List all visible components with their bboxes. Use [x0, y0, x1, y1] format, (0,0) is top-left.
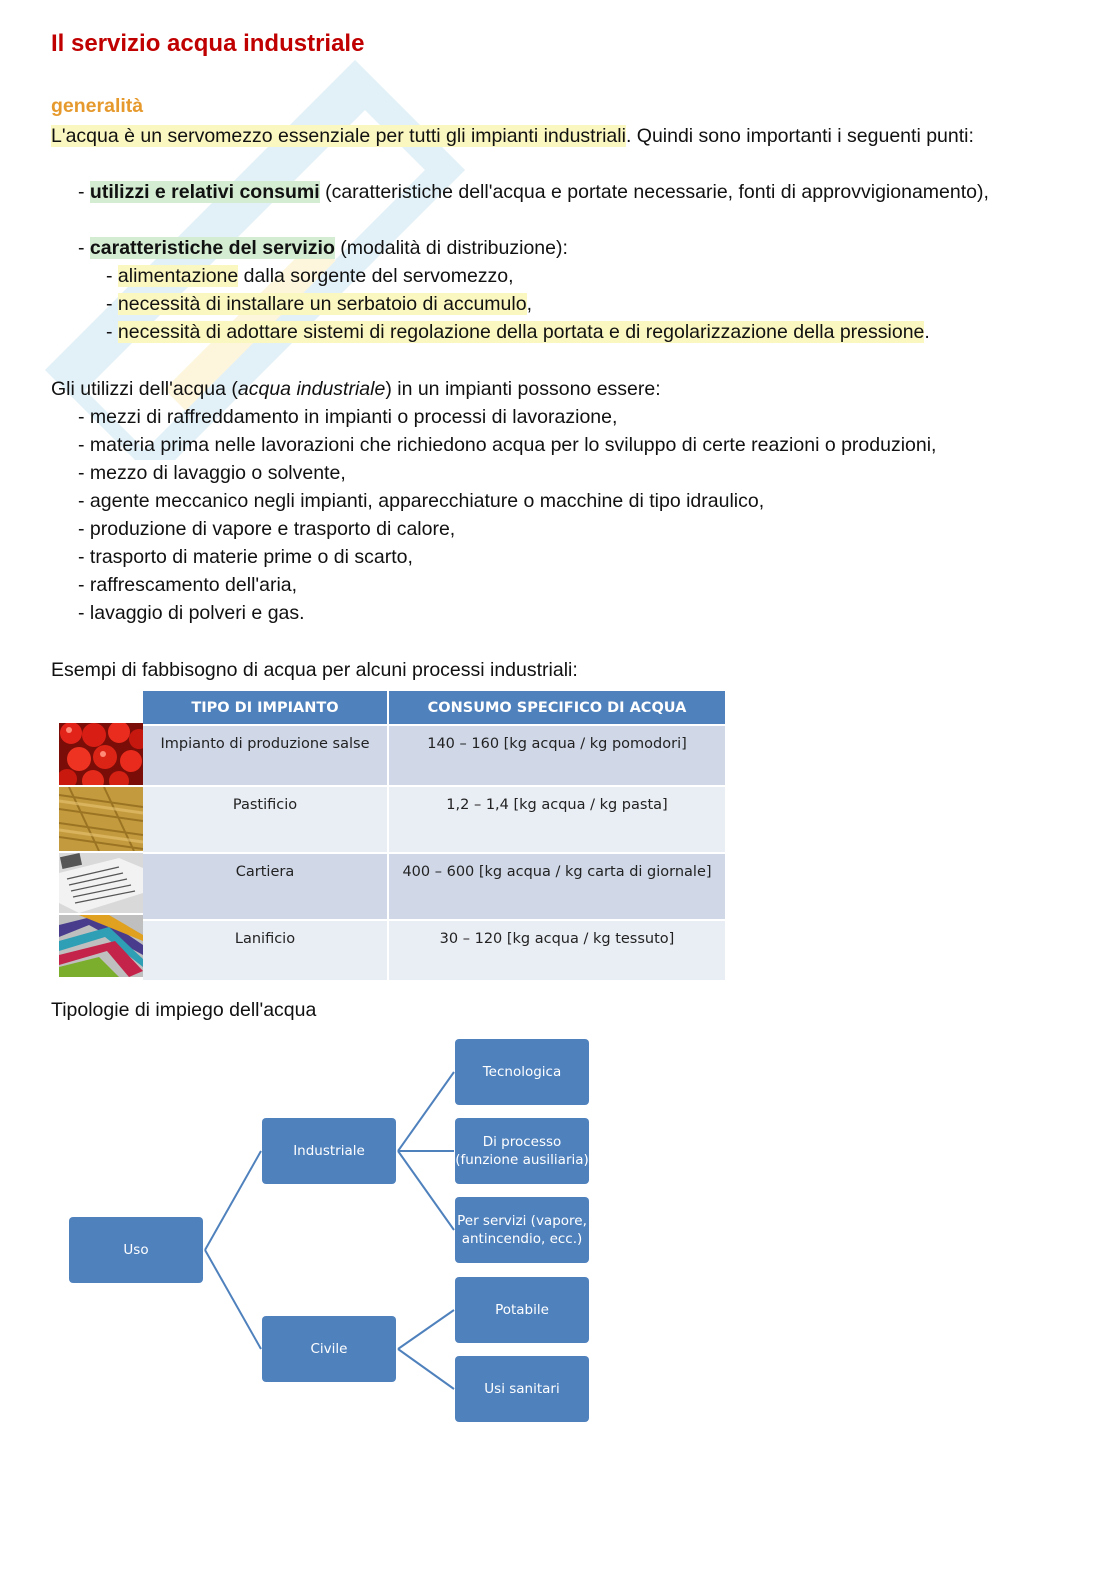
subpoint-1-rest: dalla sorgente del servomezzo, [238, 265, 514, 287]
use-item-text: trasporto di materie prime o di scarto, [89, 546, 413, 568]
diagram-node-servizi: Per servizi (vapore, antincendio, ecc.) [455, 1197, 589, 1263]
use-item: - lavaggio di polveri e gas. [78, 602, 305, 624]
diagram-node-processo: Di processo (funzione ausiliaria) [455, 1118, 589, 1184]
subpoint-1: - alimentazione dalla sorgente del servomezzo, [106, 265, 514, 287]
table-cell: 1,2 – 1,4 [kg acqua / kg pasta] [388, 786, 725, 853]
diagram-node-civile: Civile [262, 1316, 396, 1382]
use-item-text: materia prima nelle lavorazioni che richiedono acqua per lo sviluppo di certe reazioni o produzioni, [89, 434, 937, 456]
subpoint-2-highlight: necessità di installare un serbatoio di accumulo [117, 293, 527, 315]
use-item-text: lavaggio di polveri e gas. [89, 602, 305, 624]
table-cell: 140 – 160 [kg acqua / kg pomodori] [388, 725, 725, 786]
use-item-text: agente meccanico negli impianti, apparecchiature o macchine di tipo idraulico, [89, 490, 765, 512]
connector-line [205, 1250, 261, 1349]
use-item: - mezzo di lavaggio o solvente, [78, 462, 346, 484]
subpoint-3: - necessità di adottare sistemi di regolazione della portata e di regolarizzazione della pressione. [106, 321, 930, 343]
connector-line [205, 1151, 261, 1250]
point-2-rest: (modalità di distribuzione): [334, 237, 568, 259]
use-item-text: produzione di vapore e trasporto di calore, [89, 518, 456, 540]
diagram-node-uso: Uso [69, 1217, 203, 1283]
use-item: - materia prima nelle lavorazioni che richiedono acqua per lo sviluppo di certe reazioni o produzioni, [78, 434, 937, 456]
diagram-node-tecnologica: Tecnologica [455, 1039, 589, 1105]
table-cell: Cartiera [143, 853, 388, 920]
page-title: Il servizio acqua industriale [51, 30, 365, 57]
table-header: TIPO DI IMPIANTO [143, 691, 388, 725]
table-cell: 30 – 120 [kg acqua / kg tessuto] [388, 920, 725, 980]
point-1: - utilizzi e relativi consumi (caratteristiche dell'acqua e portate necessarie, fonti di approvvigionamento), [78, 181, 989, 203]
use-item: - agente meccanico negli impianti, apparecchiature o macchine di tipo idraulico, [78, 490, 765, 512]
use-item: - mezzi di raffreddamento in impianti o processi di lavorazione, [78, 406, 618, 428]
table-cell: Lanificio [143, 920, 388, 980]
connector-line [398, 1310, 454, 1349]
table-cell: Impianto di produzione salse [143, 725, 388, 786]
point-1-bold: utilizzi e relativi consumi [89, 181, 320, 203]
table-cell: Pastificio [143, 786, 388, 853]
use-item-text: mezzi di raffreddamento in impianti o processi di lavorazione, [89, 406, 618, 428]
subpoint-2: - necessità di installare un serbatoio di accumulo, [106, 293, 532, 315]
uses-intro-before: Gli utilizzi dell'acqua ( [51, 378, 238, 400]
examples-heading: Esempi di fabbisogno di acqua per alcuni processi industriali: [51, 659, 578, 681]
point-2: - caratteristiche del servizio (modalità di distribuzione): [78, 237, 568, 259]
subpoint-2-rest: , [526, 293, 532, 315]
diagram-node-industriale: Industriale [262, 1118, 396, 1184]
use-item: - trasporto di materie prime o di scarto, [78, 546, 413, 568]
use-item: - produzione di vapore e trasporto di calore, [78, 518, 456, 540]
use-item-text: raffrescamento dell'aria, [89, 574, 298, 596]
subpoint-1-highlight: alimentazione [117, 265, 239, 287]
section-heading: generalità [51, 95, 144, 117]
uses-intro-italic: acqua industriale [237, 378, 386, 400]
use-item-text: mezzo di lavaggio o solvente, [89, 462, 346, 484]
diagram-node-sanitari: Usi sanitari [455, 1356, 589, 1422]
point-1-rest: (caratteristiche dell'acqua e portate necessarie, fonti di approvvigionamento), [319, 181, 989, 203]
subpoint-3-rest: . [924, 321, 930, 343]
connector-line [398, 1151, 454, 1230]
uses-intro-after: ) in un impianti possono essere: [385, 378, 661, 400]
point-2-bold: caratteristiche del servizio [89, 237, 335, 259]
table-header: CONSUMO SPECIFICO DI ACQUA [388, 691, 725, 725]
intro-rest: . Quindi sono importanti i seguenti punti: [625, 125, 974, 147]
use-item: - raffrescamento dell'aria, [78, 574, 298, 596]
diagram-heading: Tipologie di impiego dell'acqua [51, 999, 317, 1021]
connector-line [398, 1349, 454, 1389]
diagram-node-potabile: Potabile [455, 1277, 589, 1343]
subpoint-3-highlight: necessità di adottare sistemi di regolazione della portata e di regolarizzazione della pressione [117, 321, 925, 343]
connector-line [398, 1072, 454, 1151]
table-cell: 400 – 600 [kg acqua / kg carta di giornale] [388, 853, 725, 920]
intro-highlight: L'acqua è un servomezzo essenziale per tutti gli impianti industriali [51, 125, 626, 147]
